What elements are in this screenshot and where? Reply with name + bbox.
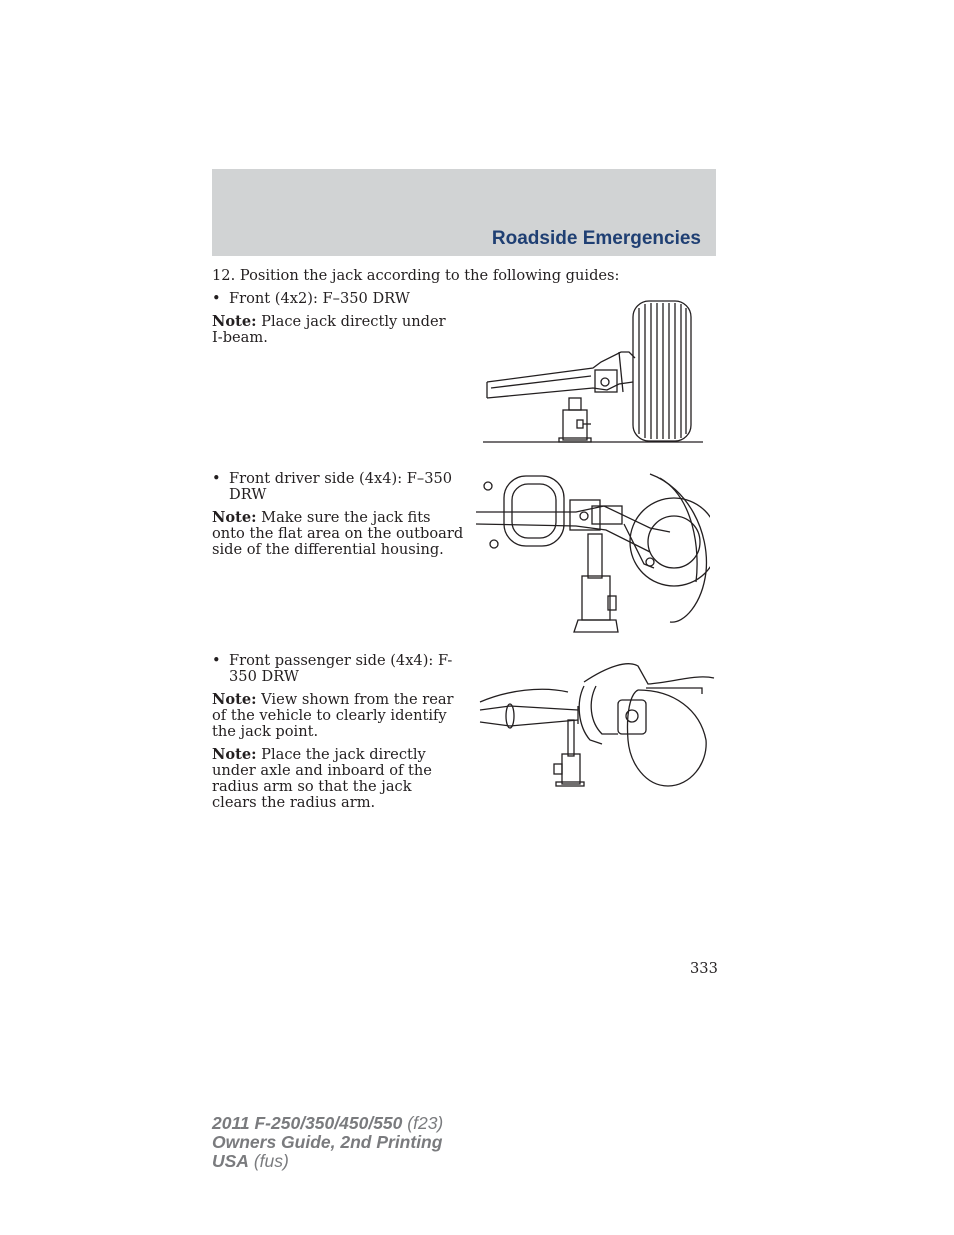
bullet-text: Front (4x2): F–350 DRW xyxy=(229,290,410,307)
step-text: 12. Position the jack according to the following guides: xyxy=(212,267,620,284)
note-text: Place jack directly under I-beam. xyxy=(212,313,446,346)
bullet-icon: • xyxy=(212,652,221,669)
axle-icon xyxy=(480,700,646,734)
footer-publication-info xyxy=(212,1114,443,1171)
footer-model-code: (f23) xyxy=(407,1113,444,1133)
figure-jack-under-axle-passenger xyxy=(478,660,718,790)
radius-arm-icon xyxy=(579,686,618,744)
note-passenger-view xyxy=(212,692,460,740)
figure-jack-under-differential xyxy=(474,472,710,634)
footer-edition: Owners Guide, 2nd Printing xyxy=(212,1132,443,1152)
note-label: Note: xyxy=(212,691,257,708)
bottle-jack-icon xyxy=(554,720,584,786)
note-text: View shown from the rear of the vehicle to clearly identify the jack point. xyxy=(212,691,454,740)
bottle-jack-icon xyxy=(559,398,591,442)
fender-icon xyxy=(480,664,714,702)
footer-model: 2011 F-250/350/450/550 xyxy=(212,1113,403,1133)
section-title: Roadside Emergencies xyxy=(491,228,701,249)
bullet-text: Front driver side (4x4): F–350 DRW xyxy=(229,470,453,503)
note-label: Note: xyxy=(212,746,257,763)
header-band xyxy=(212,169,716,256)
bullet-text: Front passenger side (4x4): F-350 DRW xyxy=(229,652,453,685)
note-label: Note: xyxy=(212,509,257,526)
tire-icon xyxy=(627,690,706,786)
bottle-jack-icon xyxy=(574,534,618,632)
bullet-icon: • xyxy=(212,290,221,307)
note-text: Place the jack directly under axle and inboard of the radius arm so that the jack clears the radius arm. xyxy=(212,746,432,811)
tire-icon xyxy=(633,301,691,441)
footer-market-code: (fus) xyxy=(253,1151,289,1171)
page-number: 333 xyxy=(690,960,718,977)
note-label: Note: xyxy=(212,313,257,330)
note-passenger-placement xyxy=(212,747,460,811)
note-front-4x2 xyxy=(212,314,452,346)
i-beam-icon xyxy=(487,352,635,398)
axle-tube-icon xyxy=(476,500,670,568)
note-front-driver-4x4 xyxy=(212,510,464,558)
figure-jack-under-i-beam xyxy=(483,298,705,446)
bullet-icon: • xyxy=(212,470,221,487)
footer-market: USA xyxy=(212,1151,249,1171)
note-text: Make sure the jack fits onto the flat area on the outboard side of the differential housing. xyxy=(212,509,464,558)
